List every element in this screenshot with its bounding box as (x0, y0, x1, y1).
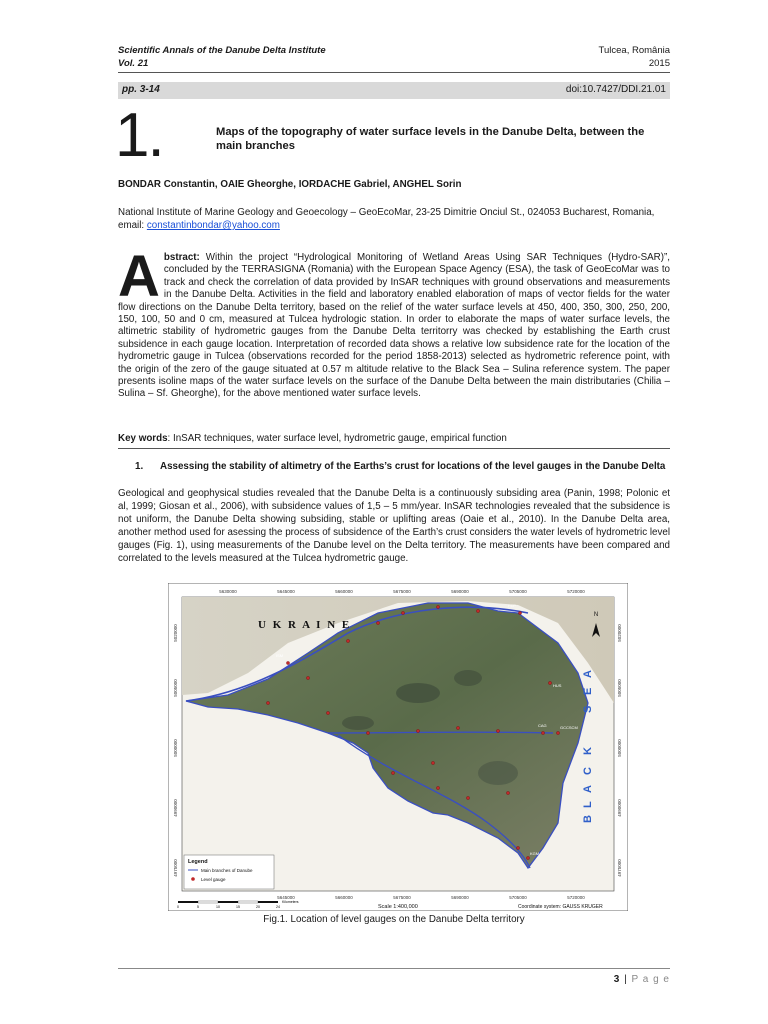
keywords-text: : InSAR techniques, water surface level, hydrometric gauge, empirical function (167, 433, 507, 444)
top-tick-label: 5720000 (567, 589, 585, 594)
left-tick-label: 4990000 (173, 799, 178, 817)
coordinate-system: Coordinate system: GAUSS KRUGER (518, 904, 603, 910)
left-tick-label: 5000000 (173, 739, 178, 757)
top-tick-label: 5690000 (451, 589, 469, 594)
journal-volume: Vol. 21 (118, 58, 149, 69)
scale-tick: 24 (276, 905, 280, 909)
black-sea-letter: C (582, 767, 594, 775)
top-tick-label: 5675000 (393, 589, 411, 594)
gauge-label: FEP (508, 603, 516, 608)
black-sea-letter: K (582, 747, 594, 755)
scale-label: Scale 1:400,000 (378, 904, 418, 910)
gauge-label: HUS (553, 683, 562, 688)
year: 2015 (648, 58, 670, 69)
journal-name: Scientific Annals of the Danube Delta Institute (118, 45, 326, 56)
black-sea-letter: E (582, 687, 594, 695)
ukraine-label: U K R A I N E (258, 619, 352, 631)
scale-units: Kilometers (282, 900, 299, 904)
gauge-label: CAG (538, 723, 547, 728)
gauge-label: ISM (276, 653, 284, 658)
delta-map-figure (168, 583, 628, 911)
right-tick-label: 5020000 (617, 624, 622, 642)
gauge-point (541, 731, 544, 734)
legend-title: Legend (188, 859, 208, 865)
journal-header (118, 44, 326, 70)
gauge-label: GCCSCM (560, 725, 578, 730)
scale-tick: 10 (216, 905, 220, 909)
scale-tick: 15 (236, 905, 240, 909)
keywords-divider (118, 448, 670, 449)
header-divider (118, 72, 670, 73)
info-bar (118, 82, 670, 99)
location: Tulcea, România (598, 45, 670, 56)
top-tick-label: 5705000 (509, 589, 527, 594)
gauge-point (376, 621, 379, 624)
sulina-branch (328, 732, 553, 733)
black-sea-letter: A (582, 785, 594, 793)
footer-divider (118, 968, 670, 969)
north-label: N (593, 612, 599, 618)
legend-gauge-label: Level gauge (201, 877, 226, 882)
gauge-point (496, 729, 499, 732)
gauge-point (306, 676, 309, 679)
figure-caption: Fig.1. Location of level gauges on the Danube Delta territory (263, 914, 525, 925)
right-tick-label: 5005000 (617, 679, 622, 697)
article-title: Maps of the topography of water surface levels in the Danube Delta, between the main branches (216, 126, 645, 152)
page-range: pp. 3-14 (122, 84, 160, 95)
gauge-point (436, 605, 439, 608)
bottom-tick-label: 5645000 (277, 895, 295, 900)
gauge-point (516, 846, 519, 849)
right-tick-label: 5000000 (617, 739, 622, 757)
bottom-tick-label: 5690000 (451, 895, 469, 900)
scale-tick: 5 (197, 905, 199, 909)
top-tick-label: 5645000 (277, 589, 295, 594)
gauge-point (346, 639, 349, 642)
keywords (118, 433, 507, 444)
scale-bar-segment (258, 901, 278, 903)
gauge-point (401, 611, 404, 614)
section-heading (135, 461, 670, 473)
left-tick-label: 4975000 (173, 859, 178, 877)
left-tick-label: 5020000 (173, 624, 178, 642)
right-tick-label: 4975000 (617, 859, 622, 877)
map-legend (184, 855, 274, 889)
doi[interactable]: doi:10.7427/DDI.21.01 (565, 84, 666, 95)
gauge-point (436, 786, 439, 789)
black-sea-letter: A (582, 670, 594, 678)
scale-tick: 20 (256, 905, 260, 909)
section-title: Assessing the stability of altimetry of the Earths’s crust for locations of the level gauges in the Danube Delta (160, 461, 666, 472)
black-sea-letter: L (582, 801, 594, 808)
gauge-label: KGM (530, 851, 540, 856)
right-tick-label: 4990000 (617, 799, 622, 817)
gauge-point (326, 711, 329, 714)
email-link[interactable]: constantinbondar@yahoo.com (146, 220, 280, 231)
legend-branch-label: Main branches of Danube (201, 868, 253, 873)
gauge-point (266, 701, 269, 704)
top-tick-label: 5660000 (335, 589, 353, 594)
abstract-label: bstract: (163, 252, 200, 263)
scale-bar-segment (198, 901, 218, 903)
legend-gauge-dot (191, 877, 195, 881)
gauge-point (286, 661, 289, 664)
authors: BONDAR Constantin, OAIE Gheorghe, IORDACHE Gabriel, ANGHEL Sorin (118, 179, 462, 190)
abstract (118, 244, 670, 401)
bottom-tick-label: 5705000 (509, 895, 527, 900)
lake-3 (478, 761, 518, 785)
black-sea-letter: S (582, 705, 594, 713)
gauge-point (526, 856, 529, 859)
bottom-tick-label: 5675000 (393, 895, 411, 900)
drop-cap: A (118, 244, 160, 309)
keywords-label: Key words (118, 433, 168, 444)
affiliation (118, 206, 670, 232)
abstract-text: Within the project “Hydrological Monitoring of Wetland Areas Using SAR Techniques (Hydro-SAR)”, concluded by the TERRASIGNA (Romania) with the European Space Agency (ESA), the task of GeoEcoMar was to track and check the correlation of data provided by InSAR techniques with ground observations and measurements in the Danube Delta. Activities in the field and laboratory enabled elaboration of maps of vector fields for the water flow directions on the Danube Delta territory, based on the relief of the water surface levels at 450, 400, 350, 300, 250, 200, 150, 100, 50 and 0 cm, measured at Tulcea hydrologic station. In order to elaborate the maps of water surface levels, the altimetric stability of hydrometric gauges from the Danube Delta territorry was checked by establishing the Earth crust subsidence in each gauge location. Interpretation of recorded data shows a relative low subsidence rate for the location of the hydrometric gauge in Tulcea (observations recorded for the period 1858-2013) selected as hydrometric reference point, with the origin of the zero of the gauge situated at 0.57 m altitude relative to the Black Sea – Sulina reference system. The paper presents isoline maps of the water surface levels on the surface of the Danube Delta between the main distributaries (Chilia – Sulina – Sf. Gheorghe), for the above mentioned water surface levels. (118, 252, 670, 400)
section-body: Geological and geophysical studies revealed that the Danube Delta is a continuously subsiding area (Panin, 1998; Polonic et al, 1999; Giosan et al., 2006), with subsidence values of 1,5 – 5 mm/year. InSAR technologies revealed that the subsidence is not uniform, the Danube Delta showing subsiding, stable or uplifting areas (Oaie et al., 2010). In the Danube Delta area, another method used for asessing the process of subsidence of the Earth’s crust considers the water levels of hydrometric level gauges (Fig. 1), using measurements of the Danube level on the Delta territory. The measurements have been compared and correlated to the levels measured at the Tulcea hydrometric gauge. (118, 488, 670, 564)
lake-4 (342, 716, 374, 730)
section-number: 1. (135, 461, 144, 472)
black-sea-letter: B (582, 815, 594, 823)
article-number: 1. (115, 101, 163, 170)
gauge-point (431, 761, 434, 764)
scale-bar-segment (218, 901, 238, 903)
scale-bar-segment (178, 901, 198, 903)
page-num: 3 (613, 974, 621, 985)
lake-2 (454, 670, 482, 686)
scale-bar-segment (238, 901, 258, 903)
scale-tick: 0 (177, 905, 179, 909)
affiliation-text: National Institute of Marine Geology and Geoecology – GeoEcoMar, 23-25 Dimitrie Onciul St., 024053 Bucharest, Romania, email: (118, 207, 655, 231)
left-tick-label: 5005000 (173, 679, 178, 697)
page-label: P a g e (631, 974, 670, 985)
gauge-point (366, 731, 369, 734)
gauge-point (391, 771, 394, 774)
location-header (599, 44, 670, 70)
lake-1 (396, 683, 440, 703)
gauge-point (556, 731, 559, 734)
page-number (614, 974, 670, 985)
gauge-point (506, 791, 509, 794)
gauge-point (518, 611, 521, 614)
gauge-point (416, 729, 419, 732)
top-tick-label: 5630000 (219, 589, 237, 594)
gauge-point (476, 609, 479, 612)
gauge-point (466, 796, 469, 799)
page-sep: | (620, 974, 632, 985)
gauge-point (456, 726, 459, 729)
bottom-tick-label: 5660000 (335, 895, 353, 900)
bottom-tick-label: 5720000 (567, 895, 585, 900)
gauge-point (548, 681, 551, 684)
